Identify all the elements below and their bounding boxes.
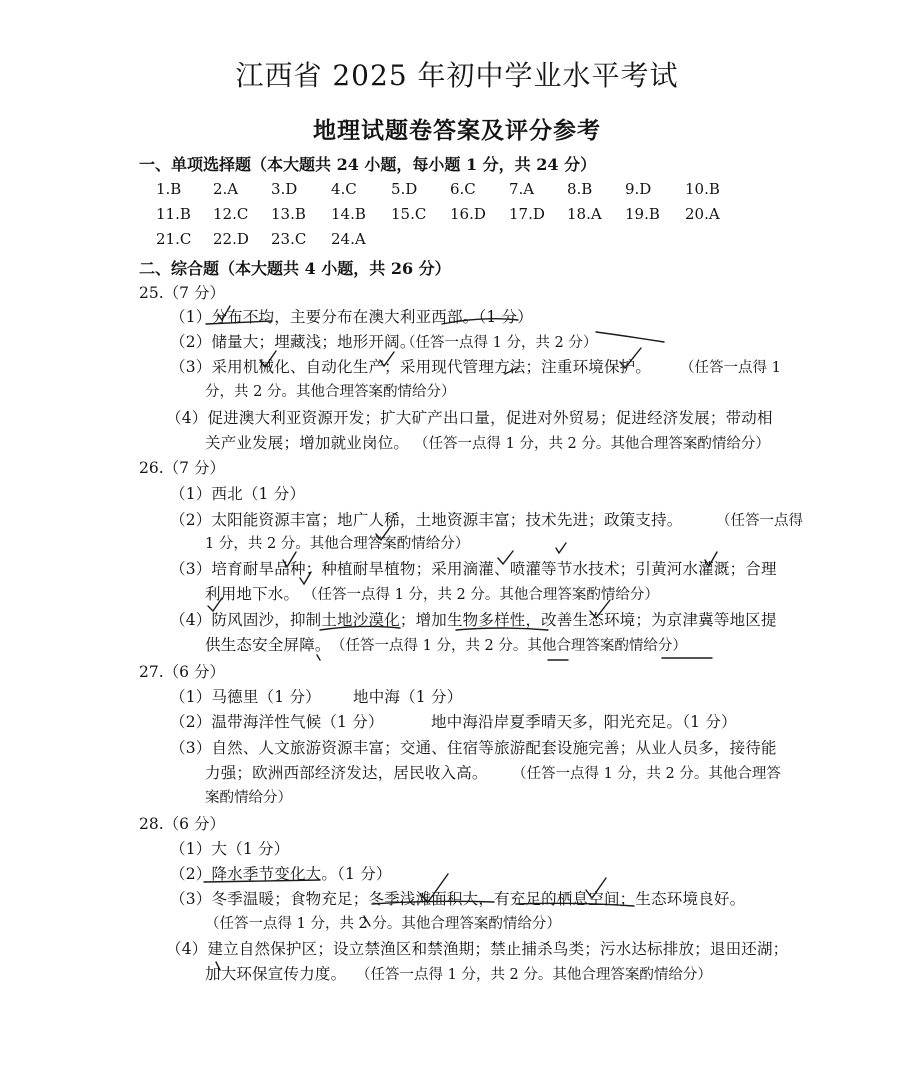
answer-item: 18.A (567, 205, 602, 223)
answer-item: 5.D (391, 180, 418, 198)
question-25-heading: 25.（7 分） (139, 284, 225, 302)
answer-item: 22.D (213, 230, 249, 248)
q27-scoring-note-3c: 案酌情给分） (205, 790, 292, 806)
answer-item: 4.C (331, 180, 357, 198)
answer-item: 11.B (156, 205, 191, 223)
section-1-heading: 一、单项选择题（本大题共 24 小题，每小题 1 分，共 24 分） (139, 155, 597, 174)
answer-item: 19.B (625, 205, 660, 223)
q27-answer-2b: 地中海沿岸夏季晴天多，阳光充足。（1 分） (431, 713, 737, 731)
q26-answer-1: （1）西北（1 分） (170, 485, 306, 503)
q25-answer-4b: 关产业发展；增加就业岗位。 (205, 434, 410, 452)
answer-item: 24.A (331, 230, 366, 248)
q26-answer-3b: 利用地下水。 (205, 585, 300, 603)
check-mark (556, 543, 566, 553)
q26-answer-2: （2）太阳能资源丰富；地广人稀，土地资源丰富；技术先进；政策支持。 (170, 511, 683, 529)
q25-answer-2: （2）储量大；埋藏浅；地形开阔。 (170, 333, 416, 351)
q25-scoring-note-3: （任答一点得 1 (680, 360, 781, 376)
q27-answer-2a: （2）温带海洋性气候（1 分） (170, 713, 384, 731)
answer-item: 3.D (271, 180, 298, 198)
q26-scoring-note-2b: 1 分，共 2 分。其他合理答案酌情给分） (205, 536, 470, 552)
q26-answer-3: （3）培育耐旱品种；种植耐旱植物；采用滴灌、喷灌等节水技术；引黄河水灌溉；合理 (170, 560, 777, 578)
q25-answer-3: （3）采用机械化、自动化生产；采用现代管理方法；注重环境保护。 (170, 358, 652, 376)
answer-item: 15.C (391, 205, 427, 223)
answer-item: 14.B (331, 205, 366, 223)
answer-item: 13.B (271, 205, 306, 223)
q28-scoring-note-4: （任答一点得 1 分，共 2 分。其他合理答案酌情给分） (356, 967, 712, 983)
q25-answer-1: （1）分布不均，主要分布在澳大利亚西部。（1 分） (170, 308, 533, 326)
answer-item: 1.B (156, 180, 182, 198)
q25-scoring-note-3b: 分，共 2 分。其他合理答案酌情给分） (205, 384, 456, 400)
answer-item: 2.A (213, 180, 239, 198)
answer-item: 20.A (685, 205, 720, 223)
q28-answer-3: （3）冬季温暖；食物充足；冬季浅滩面积大，有充足的栖息空间；生态环境良好。 (170, 890, 746, 908)
q27-answer-1a: （1）马德里（1 分） (170, 688, 321, 706)
q28-answer-4b: 加大环保宣传力度。 (205, 965, 347, 983)
answer-item: 21.C (156, 230, 192, 248)
underline-mark (596, 332, 664, 342)
answer-item: 9.D (625, 180, 652, 198)
section-2-heading: 二、综合题（本大题共 4 小题，共 26 分） (139, 259, 451, 278)
answer-item: 8.B (567, 180, 593, 198)
q28-answer-2: （2）降水季节变化大。（1 分） (170, 865, 392, 883)
tick-mark (317, 655, 320, 660)
question-27-heading: 27.（6 分） (139, 663, 225, 681)
q27-answer-3b: 力强；欧洲西部经济发达，居民收入高。 (205, 764, 488, 782)
answer-item: 6.C (450, 180, 476, 198)
q27-answer-1b: 地中海（1 分） (353, 688, 463, 706)
q27-answer-3: （3）自然、人文旅游资源丰富；交通、住宿等旅游配套设施完善；从业人员多，接待能 (170, 739, 777, 757)
q27-scoring-note-3: （任答一点得 1 分，共 2 分。其他合理答 (512, 766, 781, 782)
answer-item: 10.B (685, 180, 720, 198)
q28-answer-1: （1）大（1 分） (170, 840, 290, 858)
q26-scoring-note-2: （任答一点得 (716, 513, 803, 529)
answer-item: 17.D (509, 205, 545, 223)
q26-answer-4b: 供生态安全屏障。 (205, 636, 331, 654)
q28-scoring-note-3: （任答一点得 1 分，共 2 分。其他合理答案酌情给分） (205, 916, 561, 932)
answer-item: 12.C (213, 205, 249, 223)
document-subtitle: 地理试题卷答案及评分参考 (313, 117, 601, 144)
document-title: 江西省 2025 年初中学业水平考试 (235, 59, 679, 92)
q28-answer-4: （4）建立自然保护区；设立禁渔区和禁渔期；禁止捕杀鸟类；污水达标排放；退田还湖； (166, 940, 789, 958)
q25-scoring-note-4: （任答一点得 1 分，共 2 分。其他合理答案酌情给分） (414, 436, 770, 452)
answer-item: 16.D (450, 205, 486, 223)
q26-scoring-note-3: （任答一点得 1 分，共 2 分。其他合理答案酌情给分） (303, 587, 659, 603)
answer-item: 23.C (271, 230, 307, 248)
q26-scoring-note-4: （任答一点得 1 分，共 2 分。其他合理答案酌情给分） (331, 638, 687, 654)
q26-answer-4: （4）防风固沙，抑制土地沙漠化；增加生物多样性，改善生态环境；为京津冀等地区提 (170, 611, 777, 629)
answer-item: 7.A (509, 180, 535, 198)
q25-answer-4: （4）促进澳大利亚资源开发；扩大矿产出口量，促进对外贸易；促进经济发展；带动相 (166, 409, 773, 427)
question-28-heading: 28.（6 分） (139, 815, 225, 833)
q25-scoring-note-2: （任答一点得 1 分，共 2 分） (401, 335, 598, 351)
question-26-heading: 26.（7 分） (139, 459, 225, 477)
